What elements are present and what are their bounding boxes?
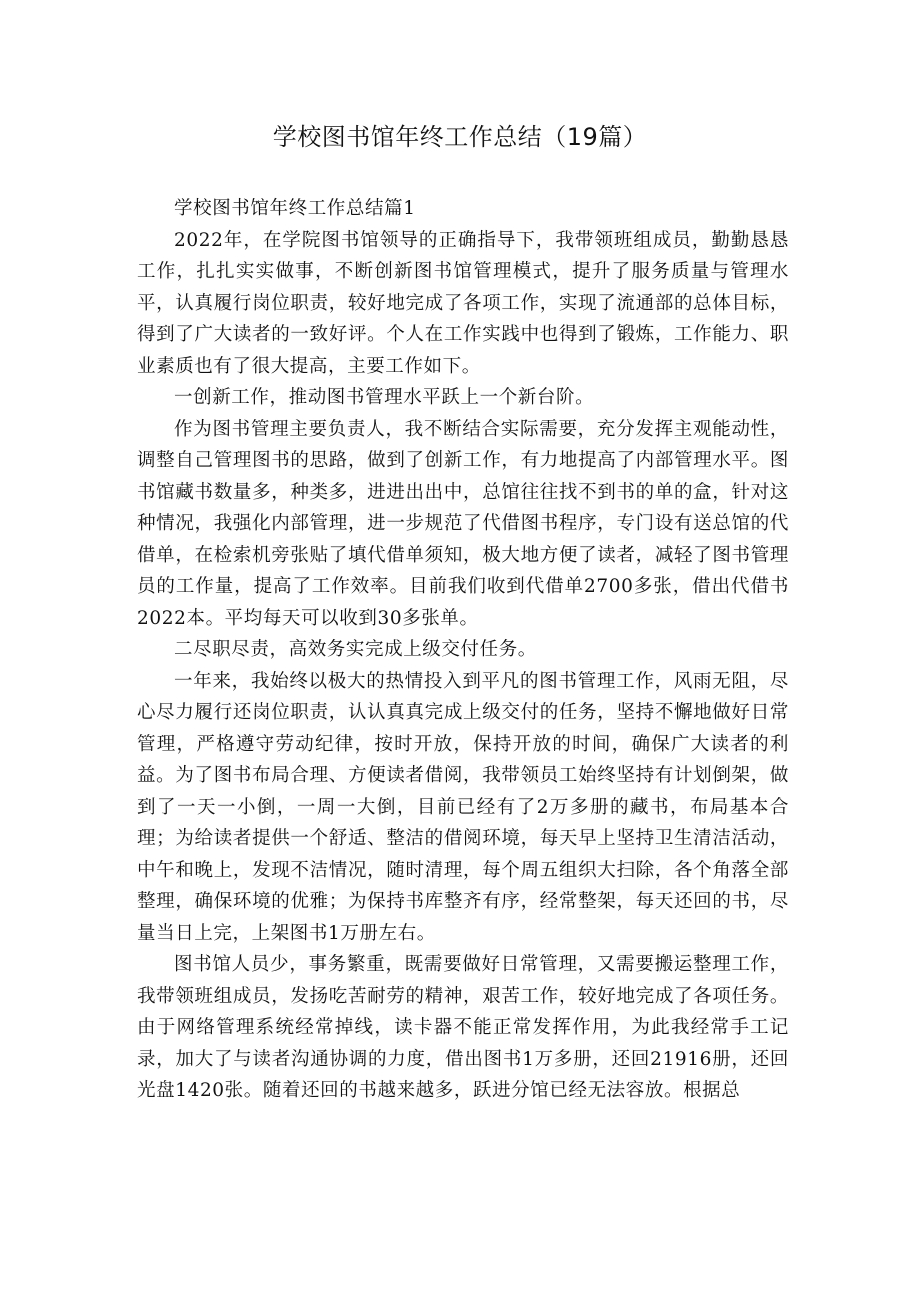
paragraph: 一年来，我始终以极大的热情投入到平凡的图书管理工作，风雨无阻，尽心尽力履行还岗位职责，认认真真完成上级交付的任务，坚持不懈地做好日常管理，严格遵守劳动纪律，按时开放，保持开放的时间，确保广大读者的利益。为了图书布局合理、方便读者借阅，我带领员工始终坚持有计划倒架，做到了一天一小倒，一周一大倒，目前已经有了2万多册的藏书，布局基本合理；为给读者提供一个舒适、整洁的借阅环境，每天早上坚持卫生清洁活动，中午和晚上，发现不洁情况，随时清理，每个周五组织大扫除，各个角落全部整理，确保环境的优雅；为保持书库整齐有序，经常整架，每天还回的书，尽量当日上完，上架图书1万册左右。 [137, 670, 789, 944]
document-title: 学校图书馆年终工作总结（19篇） [272, 123, 648, 151]
paragraph: 作为图书管理主要负责人，我不断结合实际需要，充分发挥主观能动性，调整自己管理图书的思路，做到了创新工作，有力地提高了内部管理水平。图书馆藏书数量多，种类多，进进出出中，总馆往往找不到书的单的盒，针对这种情况，我强化内部管理，进一步规范了代借图书程序，专门设有送总馆的代借单，在检索机旁张贴了填代借单须知，极大地方便了读者，减轻了图书管理员的工作量，提高了工作效率。目前我们收到代借单2700多张，借出代借书2022本。平均每天可以收到30多张单。 [137, 418, 789, 629]
paragraph: 图书馆人员少，事务繁重，既需要做好日常管理，又需要搬运整理工作，我带领班组成员，发扬吃苦耐劳的精神，艰苦工作，较好地完成了各项任务。由于网络管理系统经常掉线，读卡器不能正常发挥作用，为此我经常手工记录，加大了与读者沟通协调的力度，借出图书1万多册，还回21916册，还回光盘1420张。随着还回的书越来越多，跃进分馆已经无法容放。根据总 [137, 954, 789, 1101]
subsection-heading: 二尽职尽责，高效务实完成上级交付任务。 [174, 639, 537, 660]
paragraph: 2022年，在学院图书馆领导的正确指导下，我带领班组成员，勤勤恳恳工作，扎扎实实做事，不断创新图书馆管理模式，提升了服务质量与管理水平，认真履行岗位职责，较好地完成了各项工作，实现了流通部的总体目标，得到了广大读者的一致好评。个人在工作实践中也得到了锻炼，工作能力、职业素质也有了很大提高，主要工作如下。 [137, 229, 789, 377]
document-body [137, 193, 789, 1107]
section-heading: 学校图书馆年终工作总结篇1 [174, 198, 416, 219]
subsection-heading: 一创新工作，推动图书管理水平跃上一个新台阶。 [174, 387, 595, 408]
